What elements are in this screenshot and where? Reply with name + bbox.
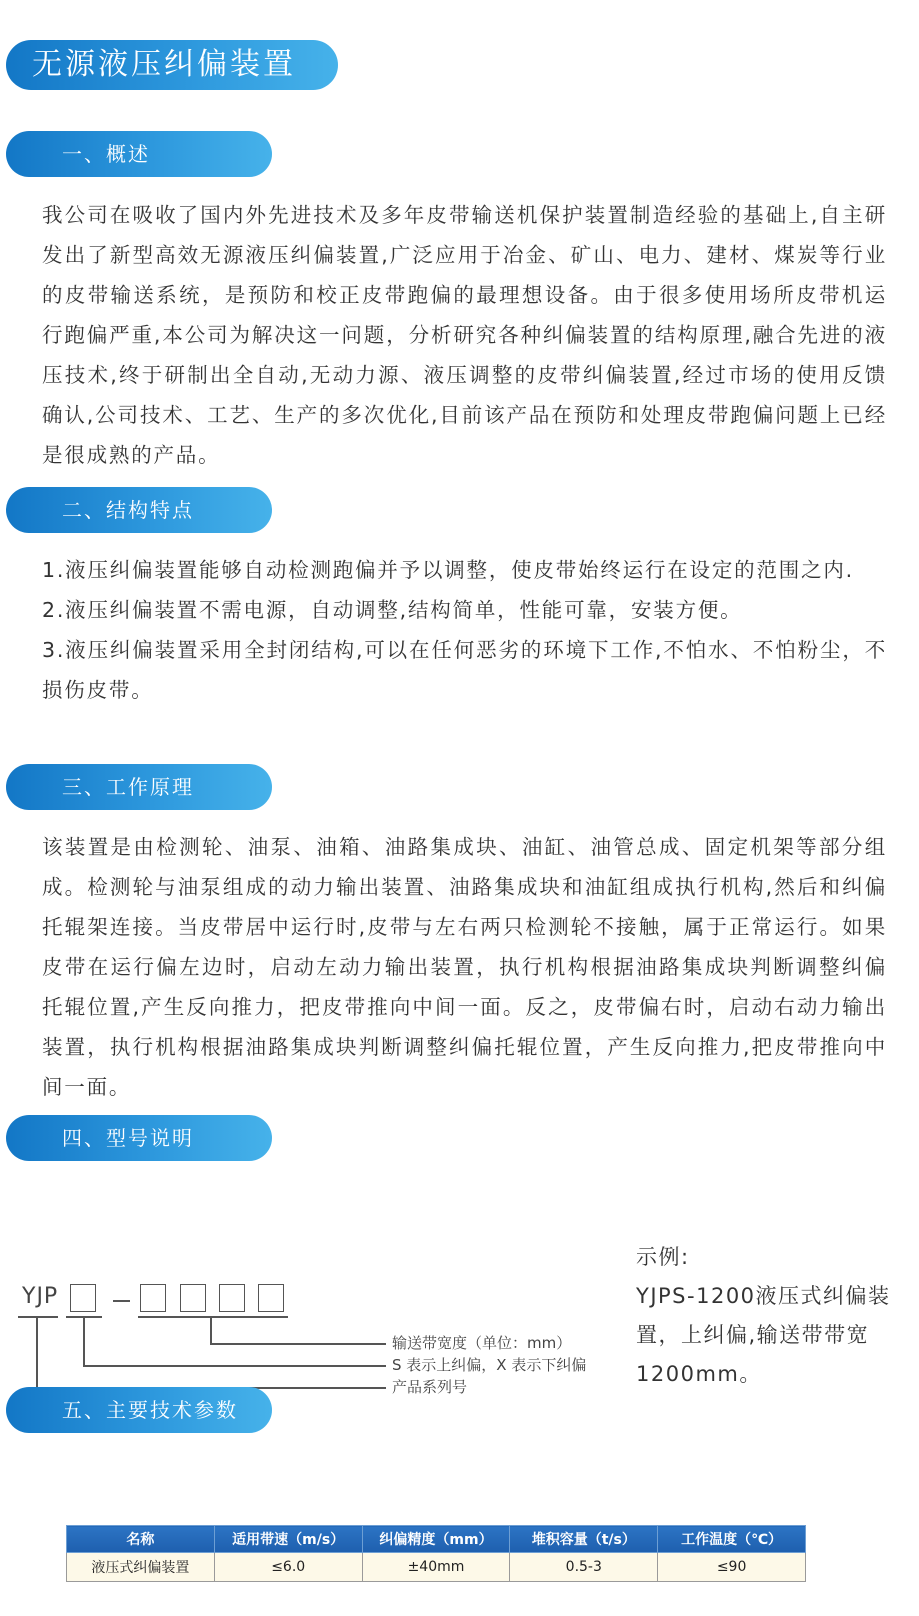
section-heading-overview: 一、概述: [6, 131, 272, 177]
feature-item: 1.液压纠偏装置能够自动检测跑偏并予以调整，使皮带始终运行在设定的范围之内.: [42, 558, 854, 582]
label-series: 产品系列号: [392, 1378, 468, 1396]
column-header: 堆积容量（t/s）: [510, 1526, 658, 1553]
width-code-box: [219, 1284, 245, 1312]
model-example: [636, 1238, 906, 1394]
column-header: 纠偏精度（mm）: [362, 1526, 510, 1553]
example-title: 示例:: [636, 1245, 690, 1269]
width-code-box: [140, 1284, 166, 1312]
model-prefix: YJP: [22, 1284, 59, 1309]
feature-item: 3.液压纠偏装置采用全封闭结构,可以在任何恶劣的环境下工作,不怕水、不怕粉尘，不损伤皮带。: [42, 638, 887, 702]
params-table: [66, 1525, 806, 1582]
type-code-box: [70, 1284, 96, 1312]
overview-text: 我公司在吸收了国内外先进技术及多年皮带输送机保护装置制造经验的基础上,自主研发出了新型高效无源液压纠偏装置,广泛应用于冶金、矿山、电力、建材、煤炭等行业的皮带输送系统，是预防和校正皮带跑偏的最理想设备。由于很多使用场所皮带机运行跑偏严重,本公司为解决这一问题，分析研究各种纠偏装置的结构原理,融合先进的液压技术,终于研制出全自动,无动力源、液压调整的皮带纠偏装置,经过市场的使用反馈确认,公司技术、工艺、生产的多次优化,目前该产品在预防和处理皮带跑偏问题上已经是很成熟的产品。: [42, 203, 887, 467]
width-code-box: [258, 1284, 284, 1312]
model-dash: [113, 1300, 130, 1302]
table-header-row: [67, 1526, 806, 1553]
table-cell: ≤6.0: [214, 1553, 362, 1582]
page-title: 无源液压纠偏装置: [6, 40, 338, 90]
width-code-box: [180, 1284, 206, 1312]
section-heading-params: 五、主要技术参数: [6, 1387, 272, 1433]
section-heading-model: 四、型号说明: [6, 1115, 272, 1161]
feature-item: 2.液压纠偏装置不需电源，自动调整,结构简单，性能可靠，安装方便。: [42, 598, 743, 622]
table-row: [67, 1553, 806, 1582]
principle-text: 该装置是由检测轮、油泵、油箱、油路集成块、油缸、油管总成、固定机架等部分组成。检测轮与油泵组成的动力输出装置、油路集成块和油缸组成执行机构,然后和纠偏托辊架连接。当皮带居中运行时,皮带与左右两只检测轮不接触，属于正常运行。如果皮带在运行偏左边时，启动左动力输出装置，执行机构根据油路集成块判断调整纠偏托辊位置,产生反向推力，把皮带推向中间一面。反之，皮带偏右时，启动右动力输出装置，执行机构根据油路集成块判断调整纠偏托辊位置，产生反向推力,把皮带推向中间一面。: [42, 835, 887, 1099]
column-header: 工作温度（℃）: [658, 1526, 806, 1553]
column-header: 适用带速（m/s）: [214, 1526, 362, 1553]
example-text: YJPS-1200液压式纠偏装置，上纠偏,输送带带宽1200mm。: [636, 1284, 891, 1386]
section-heading-principle: 三、工作原理: [6, 764, 272, 810]
table-cell: ≤90: [658, 1553, 806, 1582]
column-header: 名称: [67, 1526, 215, 1553]
section-heading-features: 二、结构特点: [6, 487, 272, 533]
table-cell: ±40mm: [362, 1553, 510, 1582]
table-cell: 液压式纠偏装置: [67, 1553, 215, 1582]
label-type: S 表示上纠偏，X 表示下纠偏: [392, 1356, 587, 1374]
table-cell: 0.5-3: [510, 1553, 658, 1582]
features-list: [42, 550, 887, 710]
label-belt-width: 输送带宽度（单位：mm）: [392, 1334, 572, 1352]
